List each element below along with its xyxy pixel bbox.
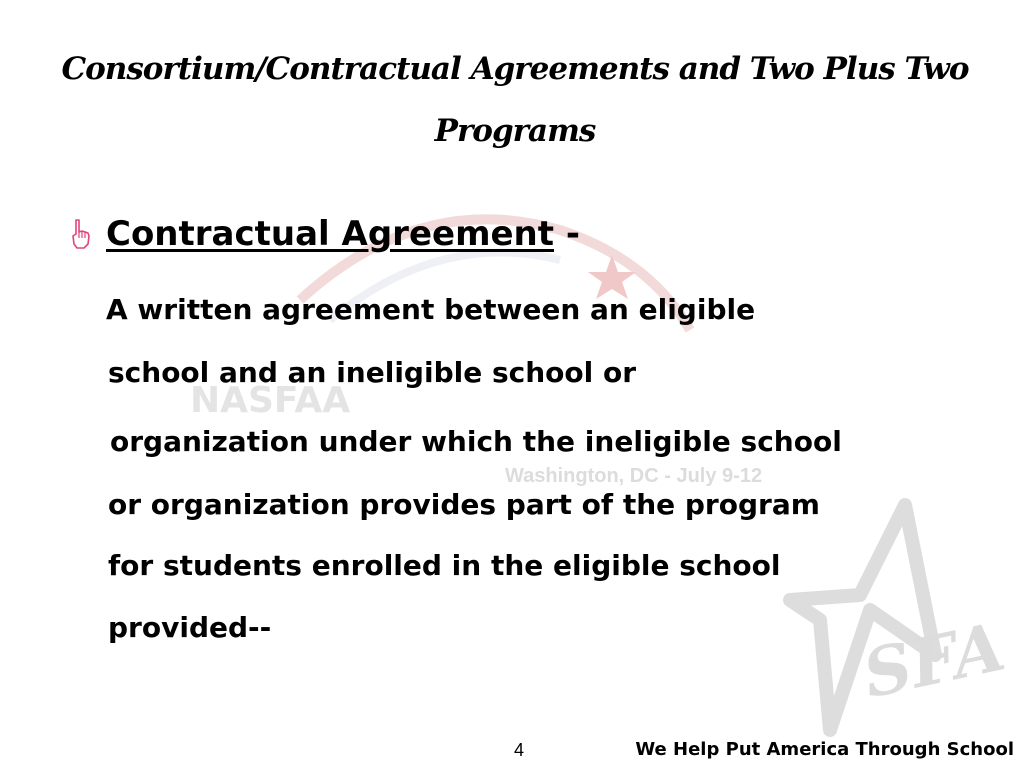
watermark-subtitle: Washington, DC - July 9-12 xyxy=(505,465,763,487)
bullet-heading-row xyxy=(70,212,580,256)
body-line: A written agreement between an eligible xyxy=(106,293,756,326)
watermark-logo-letters: SFA xyxy=(856,607,1012,714)
bullet-heading xyxy=(106,212,580,256)
heading-suffix: - xyxy=(554,214,580,254)
body-line: for students enrolled in the eligible school xyxy=(108,549,781,582)
body-line: or organization provides part of the program xyxy=(108,488,820,521)
body-line: school and an ineligible school or xyxy=(108,356,637,389)
pointing-hand-icon xyxy=(70,218,92,250)
page-number: 4 xyxy=(514,740,525,760)
slide-title: Consortium/Contractual Agreements and Two Plus Two Programs xyxy=(61,51,969,149)
sfa-star-logo-icon xyxy=(790,505,1011,730)
body-line: provided-- xyxy=(108,611,272,644)
footer-tagline: We Help Put America Through School xyxy=(635,739,1014,760)
watermark-org: NASFAA xyxy=(190,380,351,421)
body-line: organization under which the ineligible school xyxy=(110,425,842,458)
heading-term: Contractual Agreement xyxy=(106,214,555,254)
